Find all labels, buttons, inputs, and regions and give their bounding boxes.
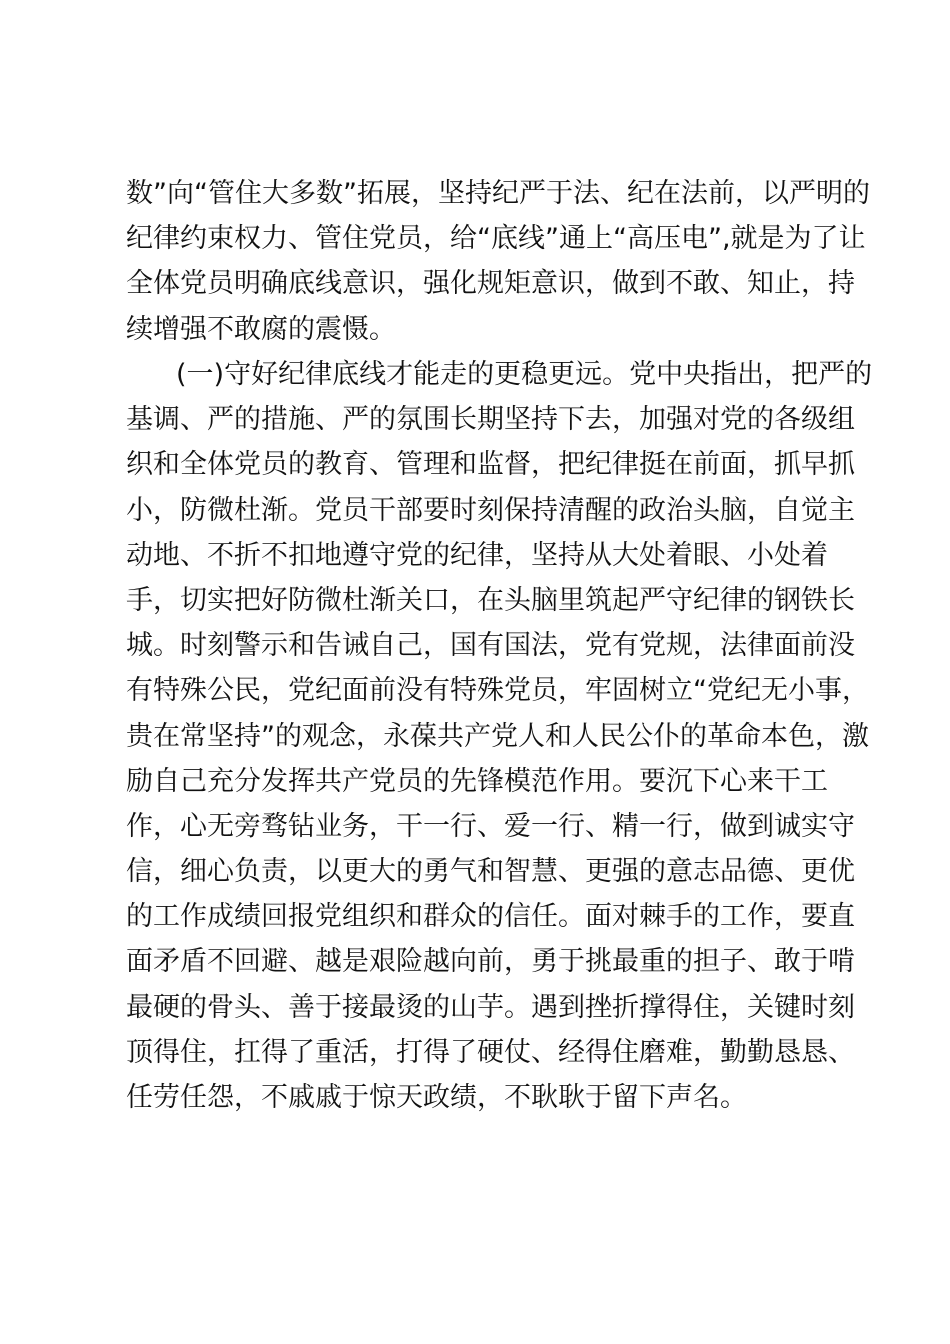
text-line: 续增强不敢腐的震慑。	[126, 313, 396, 345]
text-line: 的工作成绩回报党组织和群众的信任。面对棘手的工作，要直	[126, 901, 855, 933]
text-line: 数”向“管住大多数”拓展，坚持纪严于法、纪在法前，以严明的	[126, 178, 870, 209]
paragraph-continuation	[126, 171, 870, 352]
text-line: 有特殊公民，党纪面前没有特殊党员，牢固树立“党纪无小事，	[126, 675, 869, 707]
text-line: 贵在常坚持”的观念，永葆共产党人和人民公仆的革命本色，激	[126, 720, 869, 752]
section-heading-line: (一)守好纪律底线才能走的更稳更远。党中央指出，把严的	[176, 359, 873, 390]
text-line: 小，防微杜渐。党员干部要时刻保持清醒的政治头脑，自觉主	[126, 494, 855, 526]
text-line: 动地、不折不扣地遵守党的纪律，坚持从大处着眼、小处着	[126, 539, 828, 571]
text-line: 作，心无旁骛钻业务，干一行、爱一行、精一行，做到诚实守	[126, 810, 855, 842]
text-line: 手，切实把好防微杜渐关口，在头脑里筑起严守纪律的钢铁长	[126, 584, 855, 616]
text-line: 信，细心负责，以更大的勇气和智慧、更强的意志品德、更优	[126, 856, 855, 888]
text-line: 任劳任怨，不戚戚于惊天政绩，不耿耿于留下声名。	[126, 1082, 747, 1113]
paragraph-section-one	[126, 352, 873, 1120]
text-line: 面矛盾不回避、越是艰险越向前，勇于挑最重的担子、敢于啃	[126, 946, 855, 978]
text-line: 顶得住，扛得了重活，打得了硬仗、经得住磨难，勤勤恳恳、	[126, 1036, 855, 1068]
text-line: 织和全体党员的教育、管理和监督，把纪律挺在前面，抓早抓	[126, 449, 855, 481]
text-line: 纪律约束权力、管住党员，给“底线”通上“高压电”,就是为了让	[126, 223, 866, 255]
text-line: 城。时刻警示和告诫自己，国有国法，党有党规，法律面前没	[126, 630, 855, 662]
text-line: 最硬的骨头、善于接最烫的山芋。遇到挫折撑得住，关键时刻	[126, 991, 855, 1023]
text-line: 全体党员明确底线意识，强化规矩意识，做到不敢、知止，持	[126, 268, 855, 300]
text-line: 基调、严的措施、严的氛围长期坚持下去，加强对党的各级组	[126, 404, 855, 436]
text-line: 励自己充分发挥共产党员的先锋模范作用。要沉下心来干工	[126, 765, 828, 797]
